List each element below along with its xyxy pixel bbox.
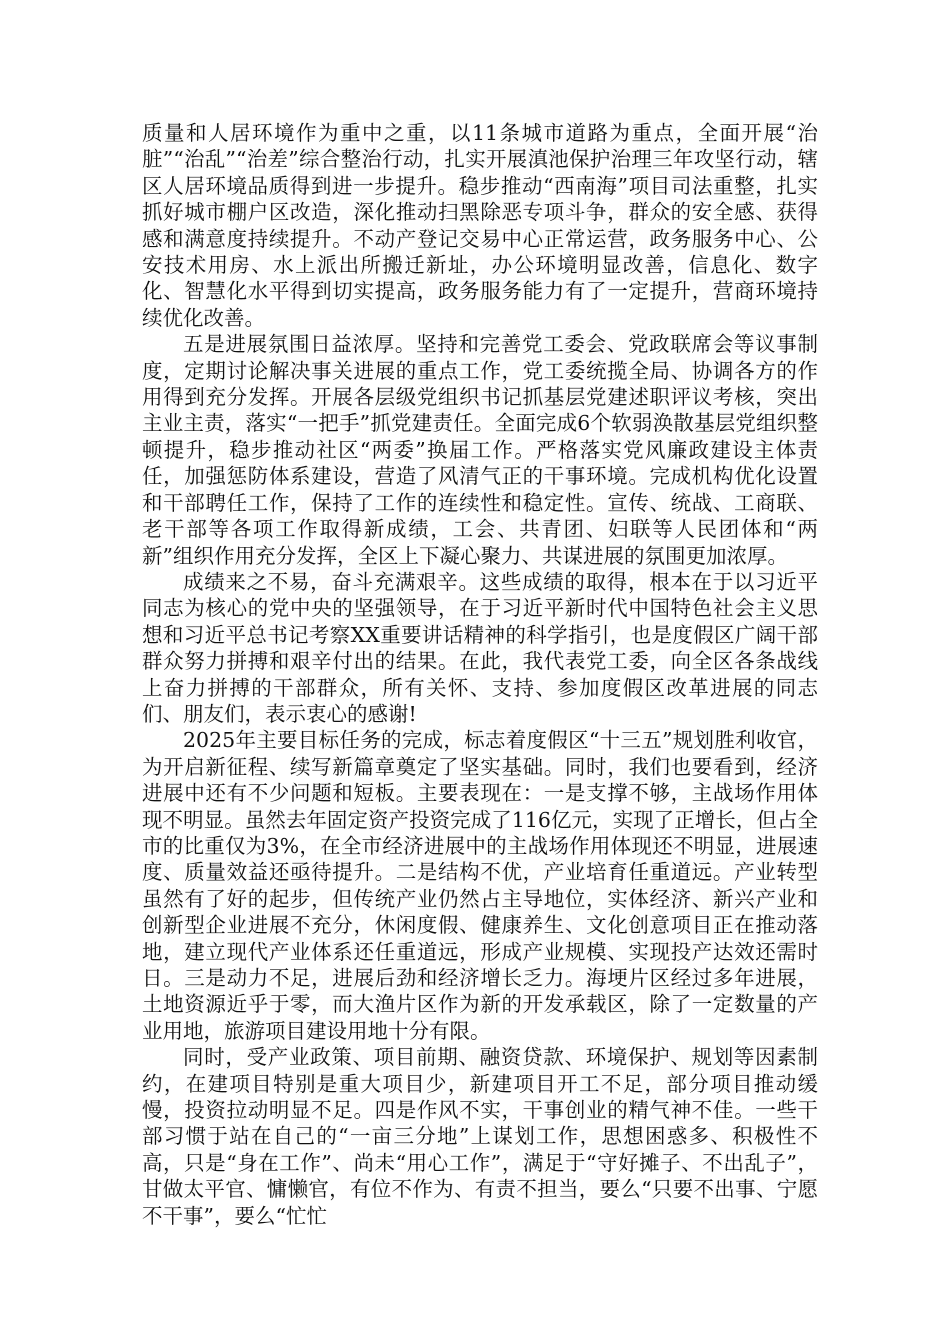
paragraph-4: 2025年主要目标任务的完成，标志着度假区“十三五”规划胜利收官，为开启新征程、续写新篇章奠定了坚实基础。同时，我们也要看到，经济进展中还有不少问题和短板。主要表现在：一是支撑不够，主战场作用体现不明显。虽然去年固定资产投资完成了116亿元，实现了正增长，但占全市的比重仅为3%，在全市经济进展中的主战场作用体现还不明显，进展速度、质量效益还亟待提升。二是结构不优，产业培育任重道远。产业转型虽然有了好的起步，但传统产业仍然占主导地位，实体经济、新兴产业和创新型企业进展不充分，休闲度假、健康养生、文化创意项目正在推动落地，建立现代产业体系还任重道远，形成产业规模、实现投产达效还需时日。三是动力不足，进展后劲和经济增长乏力。海埂片区经过多年进展，土地资源近乎于零，而大渔片区作为新的开发承载区，除了一定数量的产业用地，旅游项目建设用地十分有限。 xyxy=(142,728,818,1043)
document-body xyxy=(142,120,818,1229)
paragraph-3: 成绩来之不易，奋斗充满艰辛。这些成绩的取得，根本在于以习近平同志为核心的党中央的坚强领导，在于习近平新时代中国特色社会主义思想和习近平总书记考察XX重要讲话精神的科学指引，也是度假区广阔干部群众努力拼搏和艰辛付出的结果。在此，我代表党工委，向全区各条战线上奋力拼搏的干部群众，所有关怀、支持、参加度假区改革进展的同志们、朋友们，表示衷心的感谢! xyxy=(142,569,818,726)
paragraph-5: 同时，受产业政策、项目前期、融资贷款、环境保护、规划等因素制约，在建项目特别是重大项目少，新建项目开工不足，部分项目推动缓慢，投资拉动明显不足。四是作风不实，干事创业的精气神不佳。一些干部习惯于站在自己的“一亩三分地”上谋划工作，思想困惑多、积极性不高，只是“身在工作”、尚未“用心工作”，满足于“守好摊子、不出乱子”，甘做太平官、慵懒官，有位不作为、有责不担当，要么“只要不出事、宁愿不干事”，要么“忙忙 xyxy=(142,1045,818,1228)
paragraph-1: 质量和人居环境作为重中之重，以11条城市道路为重点，全面开展“治脏”“治乱”“治差”综合整治行动，扎实开展滇池保护治理三年攻坚行动，辖区人居环境品质得到进一步提升。稳步推动“西南海”项目司法重整，扎实抓好城市棚户区改造，深化推动扫黑除恶专项斗争，群众的安全感、获得感和满意度持续提升。不动产登记交易中心正常运营，政务服务中心、公安技术用房、水上派出所搬迁新址，办公环境明显改善，信息化、数字化、智慧化水平得到切实提高，政务服务能力有了一定提升，营商环境持续优化改善。 xyxy=(142,121,818,330)
paragraph-2: 五是进展氛围日益浓厚。坚持和完善党工委会、党政联席会等议事制度，定期讨论解决事关进展的重点工作，党工委统揽全局、协调各方的作用得到充分发挥。开展各层级党组织书记抓基层党建述职评议考核，突出主业主责，落实“一把手”抓党建责任。全面完成6个软弱涣散基层党组织整顿提升，稳步推动社区“两委”换届工作。严格落实党风廉政建设主体责任，加强惩防体系建设，营造了风清气正的干事环境。完成机构优化设置和干部聘任工作，保持了工作的连续性和稳定性。宣传、统战、工商联、老干部等各项工作取得新成绩，工会、共青团、妇联等人民团体和“两新”组织作用充分发挥，全区上下凝心聚力、共谋进展的氛围更加浓厚。 xyxy=(142,332,818,568)
